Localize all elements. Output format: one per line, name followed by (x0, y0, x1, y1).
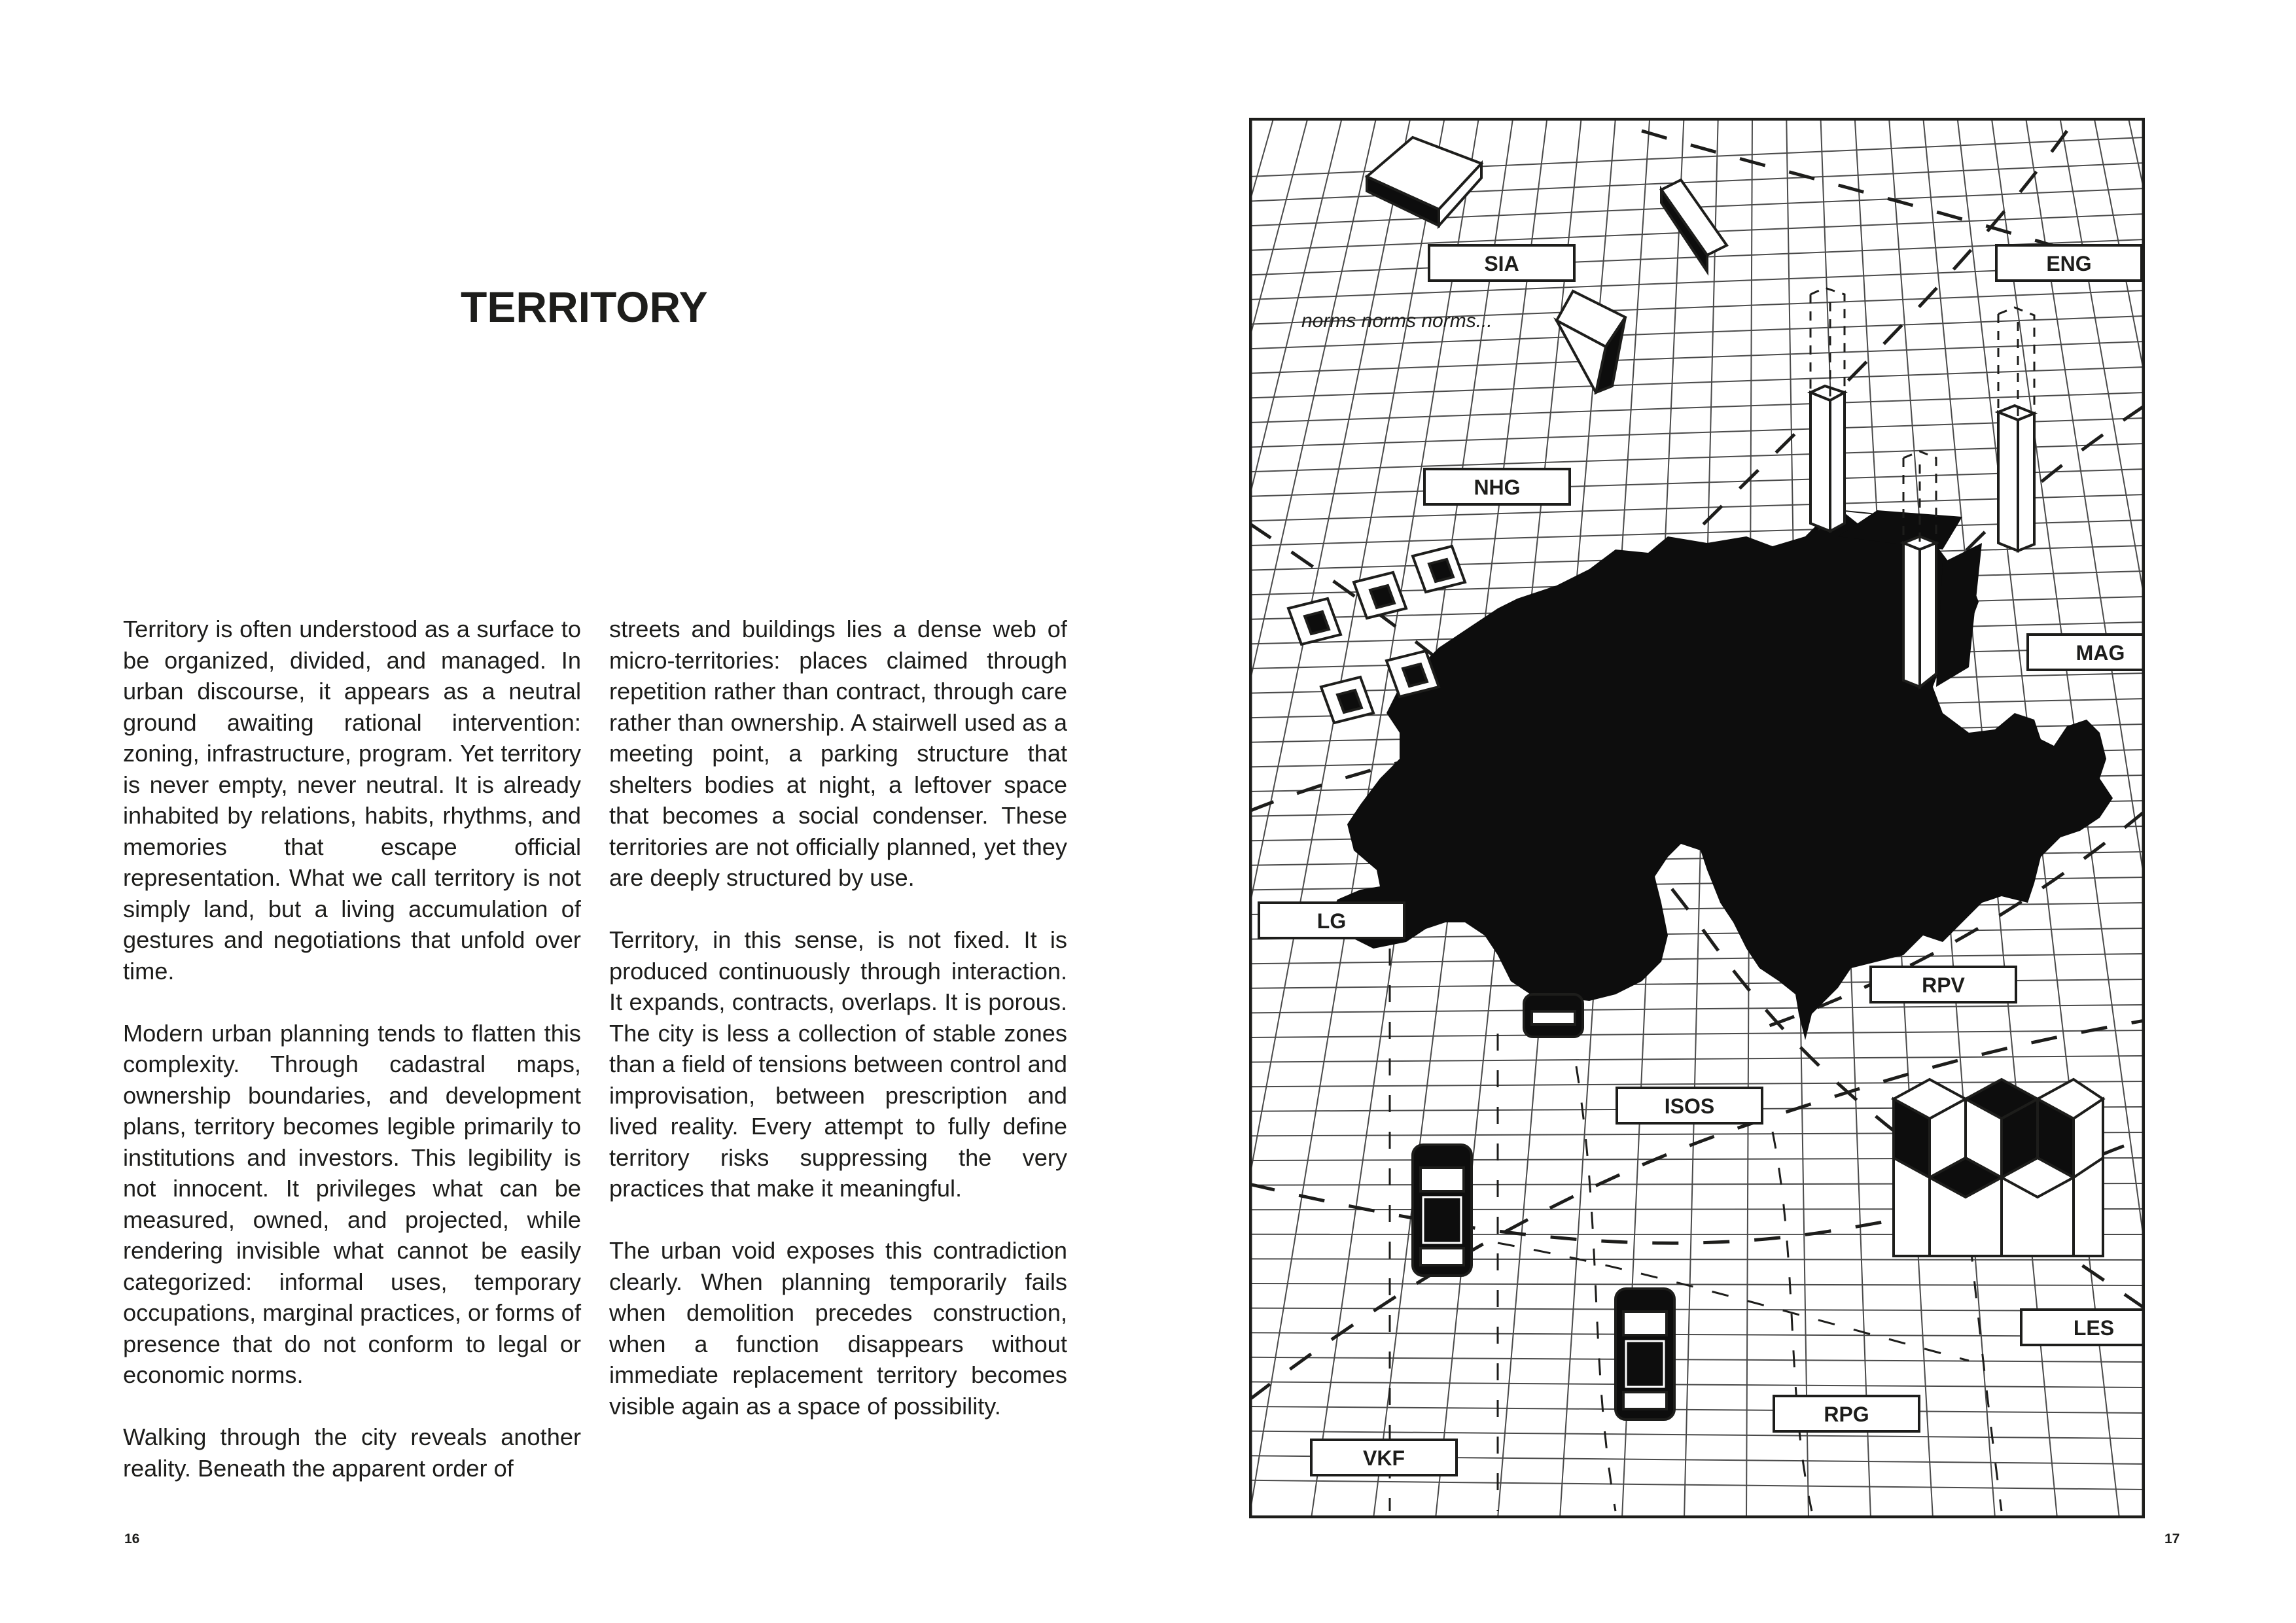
page-title: TERRITORY (461, 283, 708, 331)
label-nhg (1424, 469, 1570, 504)
territory-illustration (1249, 118, 2145, 1518)
text-column-left (123, 614, 581, 1484)
label-nhg-text: NHG (1474, 476, 1521, 499)
car (1413, 1145, 1472, 1276)
label-isos-text: ISOS (1664, 1094, 1715, 1118)
label-rpv (1871, 967, 2016, 1002)
label-les-text: LES (2073, 1316, 2115, 1340)
label-vkf-text: VKF (1363, 1446, 1405, 1470)
label-mag (2028, 635, 2145, 670)
page-number-right: 17 (2164, 1531, 2180, 1546)
label-sia (1429, 245, 1574, 281)
paragraph: Walking through the city reveals another reality. Beneath the apparent order of (123, 1423, 581, 1482)
page-number-left: 16 (124, 1531, 140, 1546)
paragraph: streets and buildings lies a dense web of micro-territories: places claimed through repetition rather than contract, through care rather than ownership. A stairwell used as a meeting point, a parking structure that shelters bodies at night, a leftover space that becomes a social condenser. These territories are not officially planned, yet they are deeply structured by use. (609, 616, 1067, 891)
label-rpg-text: RPG (1824, 1403, 1869, 1426)
label-rpg (1774, 1396, 1919, 1431)
label-vkf (1311, 1440, 1457, 1475)
label-sia-text: SIA (1484, 252, 1519, 275)
isometric-cube-pattern (1894, 1079, 2103, 1256)
car (1616, 1289, 1674, 1420)
paragraph: The urban void exposes this contradiction clearly. When planning temporarily fails when demolition precedes construction, when a function disappears without immediate replacement territory becomes visible again as a space of possibility. (609, 1237, 1067, 1420)
label-rpv-text: RPV (1922, 973, 1965, 997)
text-column-right (609, 614, 1067, 1422)
label-les (2021, 1310, 2145, 1345)
label-eng-text: ENG (2046, 252, 2092, 275)
label-eng (1996, 245, 2142, 281)
illustration-svg (1249, 118, 2145, 1518)
label-lg-text: LG (1316, 909, 1347, 933)
norms-annotation: norms norms norms... (1301, 310, 1492, 332)
label-lg (1259, 903, 1404, 938)
label-mag-text: MAG (2075, 641, 2125, 665)
label-isos (1617, 1088, 1762, 1123)
paragraph: Territory is often understood as a surface to be organized, divided, and managed. In urban discourse, it appears as a neutral ground awaiting rational intervention: zoning, infrastructure, program. Yet territory is never empty, never neutral. It is already inhabited by relations, habits, rhythms, and memories that escape official representation. What we call territory is not simply land, but a living accumulation of gestures and negotiations that unfold over time. (123, 616, 581, 985)
paragraph: Modern urban planning tends to flatten this complexity. Through cadastral maps, ownership boundaries, and development plans, territory becomes legible primarily to institutions and investors. This legibility is not innocent. It privileges what can be measured, owned, and projected, while rendering invisible what cannot be easily categorized: informal uses, temporary occupations, marginal practices, or forms of presence that do not conform to legal or economic norms. (123, 1019, 581, 1388)
paragraph: Territory, in this sense, is not fixed. It is produced continuously through interaction. It expands, contracts, overlaps. It is porous. The city is less a collection of stable zones than a field of tensions between control and improvisation, between prescription and lived reality. Every attempt to fully define territory risks suppressing the very practices that make it meaningful. (609, 926, 1067, 1202)
car (1524, 994, 1583, 1037)
